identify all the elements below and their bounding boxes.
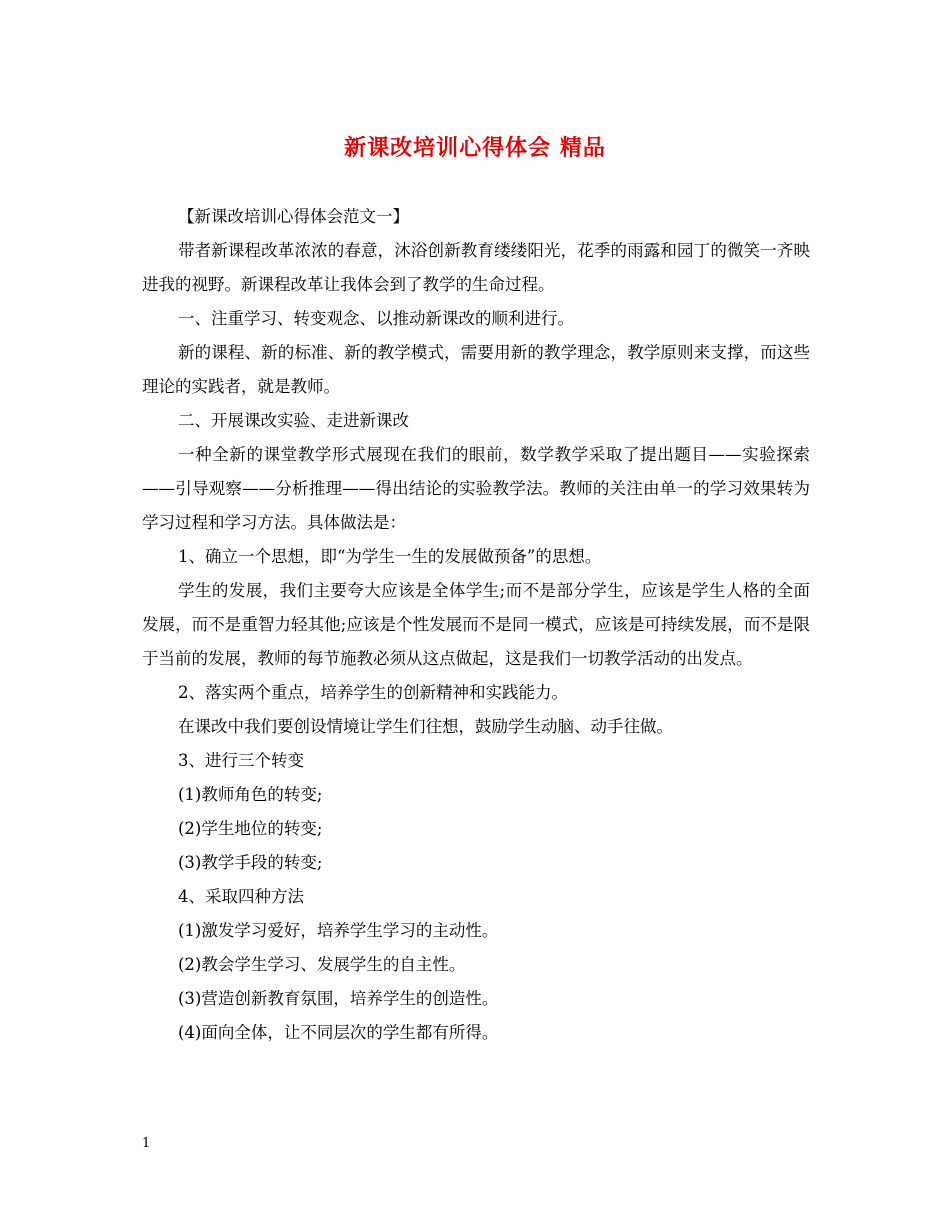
section-heading-sample-one: 【新课改培训心得体会范文一】 [178, 207, 409, 226]
document-title: 新课改培训心得体会 精品 [344, 135, 606, 161]
sub-list-item: (3)教学手段的转变; [178, 853, 323, 872]
section-heading: 二、开展课改实验、走进新课改 [178, 411, 409, 430]
list-item: 4、采取四种方法 [178, 887, 304, 906]
sub-list-item: (4)面向全体，让不同层次的学生都有所得。 [178, 1023, 499, 1042]
paragraph: 新的课程、新的标准、新的教学模式，需要用新的教学理念，教学原则来支撑，而这些理论的实践者，就是教师。 [142, 343, 810, 396]
paragraph: 带者新课程改革浓浓的春意，沐浴创新教育缕缕阳光，花季的雨露和园丁的微笑一齐映进我的视野。新课程改革让我体会到了教学的生命过程。 [142, 241, 810, 294]
section-heading: 一、注重学习、转变观念、以推动新课改的顺利进行。 [178, 309, 574, 328]
paragraph: 在课改中我们要创设情境让学生们往想，鼓励学生动脑、动手往做。 [178, 717, 673, 736]
document-body [142, 200, 810, 1050]
paragraph: 一种全新的课堂教学形式展现在我们的眼前，数学教学采取了提出题目——实验探索——引导观察——分析推理——得出结论的实验教学法。教师的关注由单一的学习效果转为学习过程和学习方法。具体做法是： [142, 445, 810, 532]
sub-list-item: (1)激发学习爱好，培养学生学习的主动性。 [178, 921, 499, 940]
sub-list-item: (1)教师角色的转变; [178, 785, 323, 804]
list-item: 3、进行三个转变 [178, 751, 304, 770]
paragraph: 学生的发展，我们主要夸大应该是全体学生;而不是部分学生，应该是学生人格的全面发展，而不是重智力轻其他;应该是个性发展而不是同一模式，应该是可持续发展，而不是限于当前的发展，教师的每节施教必须从这点做起，这是我们一切教学活动的出发点。 [142, 581, 810, 668]
list-item: 2、落实两个重点，培养学生的创新精神和实践能力。 [178, 683, 568, 702]
page-number: 1 [142, 1136, 151, 1151]
sub-list-item: (2)教会学生学习、发展学生的自主性。 [178, 955, 466, 974]
sub-list-item: (3)营造创新教育氛围，培养学生的创造性。 [178, 989, 499, 1008]
sub-list-item: (2)学生地位的转变; [178, 819, 323, 838]
list-item: 1、确立一个思想，即“为学生一生的发展做预备”的思想。 [178, 547, 602, 566]
